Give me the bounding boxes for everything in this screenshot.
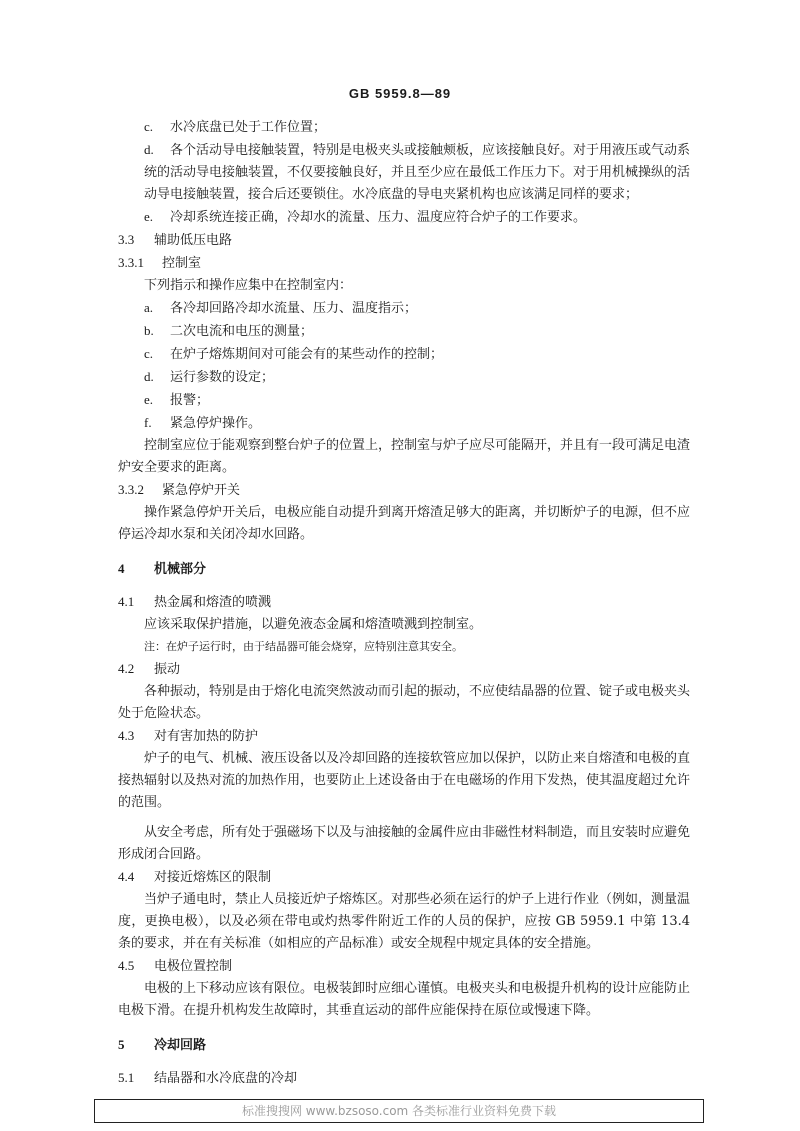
item-text: 冷却系统连接正确，冷却水的流量、压力、温度应符合炉子的工作要求。	[170, 210, 587, 225]
section-heading-3-3-1	[118, 252, 690, 275]
page-header: GB 5959.8—89	[348, 86, 452, 101]
paragraph: 电极的上下移动应该有限位。电极装卸时应细心谨慎。电极夹头和电极提升机构的设计应能防止电极下滑。在提升机构发生故障时，其垂直运动的部件应能保持在原位或慢速下降。	[118, 981, 691, 1018]
footer-watermark: 标准搜搜网 www.bzsoso.com 各类标准行业资料免费下载	[94, 1099, 704, 1123]
item-text: 水冷底盘已处于工作位置；	[170, 120, 327, 135]
section-title: 对接近熔炼区的限制	[154, 870, 272, 885]
paragraph: 炉子的电气、机械、液压设备以及冷却回路的连接软管应加以保护，以防止来自熔渣和电极的直接热辐射以及热对流的加热作用，也要防止上述设备由于在电磁场的作用下发热，使其温度超过允许的范围。	[118, 751, 691, 810]
section-title: 冷却回路	[154, 1038, 207, 1053]
section-heading-5-1	[118, 1067, 690, 1090]
section-title: 控制室	[162, 256, 202, 271]
section-title: 对有害加热的防护	[154, 729, 259, 744]
section-number: 3.3	[118, 232, 135, 247]
item-label: d.	[144, 142, 154, 157]
paragraph: 各种振动，特别是由于熔化电流突然波动而引起的振动，不应使结晶器的位置、锭子或电极夹头处于危险状态。	[118, 684, 691, 721]
paragraph: 从安全考虑，所有处于强磁场下以及与油接触的金属件应由非磁性材料制造，而且安装时应避免形成闭合回路。	[118, 825, 691, 862]
item-label: e.	[144, 392, 154, 407]
section-number: 4	[118, 561, 125, 576]
list-item	[144, 206, 690, 229]
item-label: c.	[144, 346, 154, 361]
item-label: a.	[144, 300, 154, 315]
paragraph: 下列指示和操作应集中在控制室内：	[144, 278, 353, 293]
list-item	[144, 389, 690, 412]
section-title: 紧急停炉开关	[162, 483, 241, 498]
section-number: 4.2	[118, 661, 135, 676]
item-text: 紧急停炉操作。	[170, 416, 262, 431]
list-item	[144, 139, 690, 206]
section-number: 4.1	[118, 594, 135, 609]
list-item	[144, 297, 690, 320]
section-title: 振动	[154, 662, 181, 677]
section-title: 机械部分	[154, 562, 207, 577]
item-label: c.	[144, 119, 154, 134]
section-heading-4-4	[118, 866, 690, 889]
item-text: 各冷却回路冷却水流量、压力、温度指示；	[170, 301, 418, 316]
section-heading-4-1	[118, 591, 690, 614]
list-item	[144, 366, 690, 389]
paragraph: 操作紧急停炉开关后，电极应能自动提升到离开熔渣足够大的距离，并切断炉子的电源，但不应停运冷却水泵和关闭冷却水回路。	[118, 505, 691, 542]
section-number: 4.4	[118, 869, 135, 884]
section-title: 结晶器和水冷底盘的冷却	[154, 1071, 298, 1086]
item-label: b.	[144, 323, 154, 338]
section-title: 辅助低压电路	[154, 233, 233, 248]
item-text: 各个活动导电接触装置，特别是电极夹头或接触颊板，应该接触良好。对于用液压或气动系统的活动导电接触装置，不仅要接触良好，并且至少应在最低工作压力下。对于用机械操纵的活动导电接触装置，接合后还要锁住。水冷底盘的导电夹紧机构也应该满足同样的要求；	[144, 143, 691, 202]
paragraph: 应该采取保护措施，以避免液态金属和熔渣喷溅到控制室。	[144, 617, 483, 632]
item-text: 运行参数的设定；	[170, 370, 275, 385]
section-heading-4-2	[118, 658, 690, 681]
section-heading-3-3-2	[118, 479, 690, 502]
list-item	[144, 412, 690, 435]
section-heading-5	[118, 1034, 690, 1057]
item-text: 二次电流和电压的测量；	[170, 324, 314, 339]
section-number: 5.1	[118, 1070, 135, 1085]
section-number: 4.3	[118, 728, 135, 743]
section-number: 3.3.1	[118, 255, 144, 270]
document-body	[118, 116, 690, 1090]
section-number: 5	[118, 1037, 125, 1052]
section-title: 热金属和熔渣的喷溅	[154, 595, 272, 610]
item-text: 在炉子熔炼期间对可能会有的某些动作的控制；	[170, 347, 444, 362]
section-heading-4-3	[118, 725, 690, 748]
item-label: d.	[144, 369, 154, 384]
section-heading-3-3	[118, 229, 690, 252]
item-label: e.	[144, 209, 154, 224]
section-title: 电极位置控制	[154, 959, 233, 974]
paragraph: 控制室应位于能观察到整台炉子的位置上，控制室与炉子应尽可能隔开，并且有一段可满足电渣炉安全要求的距离。	[118, 438, 691, 475]
list-item	[144, 320, 690, 343]
list-item	[144, 116, 690, 139]
paragraph: 当炉子通电时，禁止人员接近炉子熔炼区。对那些必须在运行的炉子上进行作业（例如，测量温度，更换电极），以及必须在带电或灼热零件附近工作的人员的保护，应按 GB 5959.1 中第 13.4 条的要求，并在有关标准（如相应的产品标准）或安全规程中规定具体的安全措施。	[118, 892, 691, 951]
item-text: 报警；	[170, 393, 210, 408]
list-item	[144, 343, 690, 366]
section-heading-4-5	[118, 955, 690, 978]
note: 注：在炉子运行时，由于结晶器可能会烧穿，应特别注意其安全。	[144, 640, 463, 653]
item-label: f.	[144, 415, 152, 430]
section-number: 3.3.2	[118, 482, 144, 497]
section-number: 4.5	[118, 958, 135, 973]
section-heading-4	[118, 558, 690, 581]
